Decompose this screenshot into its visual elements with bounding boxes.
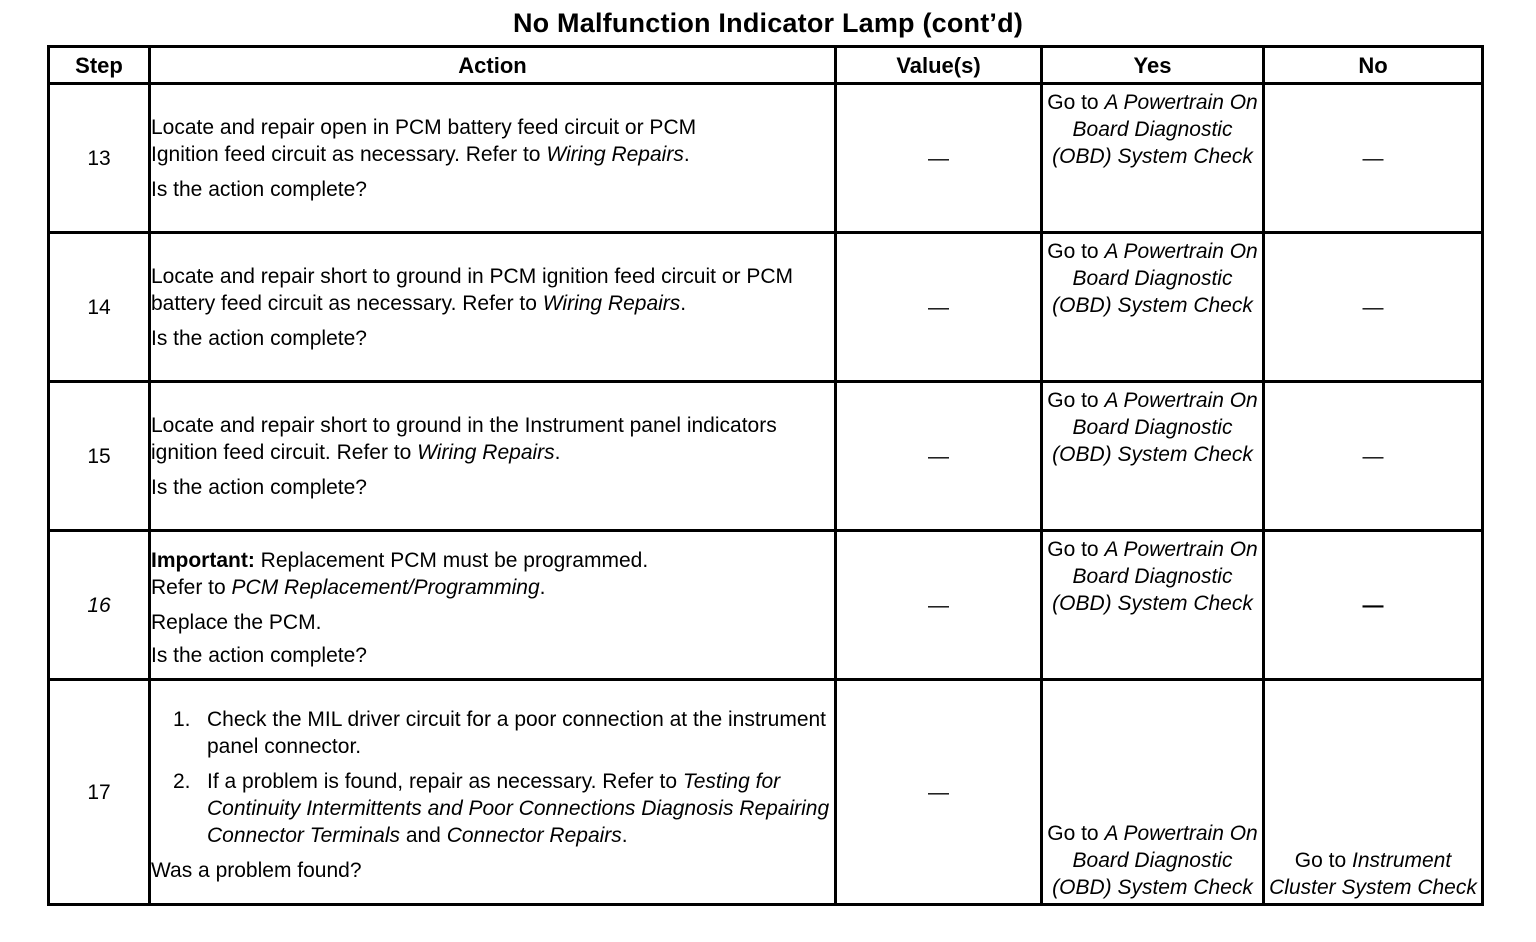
continuity-testing-link[interactable]: Testing for Continuity Intermittents and Poor Connections Diagnosis Repairing Connector Terminals: [207, 770, 830, 847]
header-action: Action: [150, 47, 836, 84]
table-row: [49, 531, 1483, 680]
step-number: 14: [49, 233, 150, 382]
step-number: 13: [49, 84, 150, 233]
action-text: Replace the PCM.: [151, 611, 322, 634]
wiring-repairs-link[interactable]: Wiring Repairs: [542, 291, 681, 315]
page-title: No Malfunction Indicator Lamp (cont’d): [512, 8, 1024, 38]
obd-system-check-link[interactable]: A Powertrain On Board Diagnostic (OBD) System Check: [1052, 91, 1258, 168]
action-cell: Locate and repair open in PCM battery feed circuit or PCM Ignition feed circuit as necessary. Refer to Wiring Repairs. Is the action complete?: [150, 84, 836, 233]
header-no: No: [1264, 47, 1483, 84]
step-number: 16: [49, 531, 150, 680]
action-question: Is the action complete?: [151, 177, 367, 201]
table-header-row: [49, 47, 1483, 84]
connector-repairs-link[interactable]: Connector Repairs: [446, 824, 622, 847]
diagnostic-table: [47, 45, 1484, 906]
header-step: Step: [49, 47, 150, 84]
action-steps-list: [151, 706, 834, 849]
value-cell: —: [836, 233, 1042, 382]
step-number: 15: [49, 382, 150, 531]
action-cell: Important: Replacement PCM must be programmed. Refer to PCM Replacement/Programming. Replace the PCM. Is the action complete?: [150, 531, 836, 680]
obd-system-check-link[interactable]: A Powertrain On Board Diagnostic (OBD) System Check: [1052, 822, 1258, 899]
table-row: [49, 382, 1483, 531]
action-text: Locate and repair open in PCM battery feed circuit or PCM: [151, 115, 697, 139]
action-text: Locate and repair short to ground in PCM ignition feed circuit or PCM battery feed circuit as necessary. Refer to: [151, 264, 793, 315]
value-cell: —: [836, 680, 1042, 905]
step-number: 17: [49, 680, 150, 905]
important-text: Replacement PCM must be programmed.: [254, 549, 649, 572]
no-cell: —: [1264, 382, 1483, 531]
list-item: 1. Check the MIL driver circuit for a poor connection at the instrument panel connector.: [173, 708, 827, 758]
action-question: Was a problem found?: [151, 859, 362, 882]
action-text: Locate and repair short to ground in the Instrument panel indicators ignition feed circuit. Refer to: [151, 413, 777, 464]
yes-cell: Go to A Powertrain On Board Diagnostic (OBD) System Check: [1042, 680, 1264, 905]
instrument-cluster-check-link[interactable]: Instrument Cluster System Check: [1269, 849, 1477, 899]
action-question: Is the action complete?: [151, 326, 367, 350]
table-row: [49, 680, 1483, 905]
value-cell: —: [836, 382, 1042, 531]
yes-cell: Go to A Powertrain On Board Diagnostic (OBD) System Check: [1042, 233, 1264, 382]
table-row: [49, 84, 1483, 233]
obd-system-check-link[interactable]: A Powertrain On Board Diagnostic (OBD) System Check: [1052, 240, 1258, 317]
important-label: Important:: [151, 549, 255, 572]
header-yes: Yes: [1042, 47, 1264, 84]
action-question: Is the action complete?: [151, 475, 367, 499]
yes-cell: Go to A Powertrain On Board Diagnostic (OBD) System Check: [1042, 531, 1264, 680]
pcm-replacement-link[interactable]: PCM Replacement/Programming: [231, 576, 540, 599]
action-question: Is the action complete?: [151, 644, 367, 667]
yes-cell: Go to A Powertrain On Board Diagnostic (OBD) System Check: [1042, 84, 1264, 233]
table-row: [49, 233, 1483, 382]
action-cell: Locate and repair short to ground in PCM ignition feed circuit or PCM battery feed circuit as necessary. Refer to Wiring Repairs. Is the action complete?: [150, 233, 836, 382]
obd-system-check-link[interactable]: A Powertrain On Board Diagnostic (OBD) System Check: [1052, 538, 1258, 615]
no-cell: Go to Instrument Cluster System Check: [1264, 680, 1483, 905]
no-cell: —: [1264, 531, 1483, 680]
list-item: 2. If a problem is found, repair as necessary. Refer to Testing for Continuity Intermittents and Poor Connections Diagnosis Repairing Connector Terminals and Connector Repairs.: [173, 770, 830, 847]
wiring-repairs-link[interactable]: Wiring Repairs: [417, 440, 555, 464]
no-cell: —: [1264, 84, 1483, 233]
yes-cell: Go to A Powertrain On Board Diagnostic (OBD) System Check: [1042, 382, 1264, 531]
header-values: Value(s): [836, 47, 1042, 84]
value-cell: —: [836, 531, 1042, 680]
action-cell: [150, 680, 836, 905]
value-cell: —: [836, 84, 1042, 233]
action-text: Ignition feed circuit as necessary. Refer to: [151, 142, 547, 166]
obd-system-check-link[interactable]: A Powertrain On Board Diagnostic (OBD) System Check: [1052, 389, 1258, 466]
no-cell: —: [1264, 233, 1483, 382]
wiring-repairs-link[interactable]: Wiring Repairs: [546, 142, 684, 166]
action-cell: Locate and repair short to ground in the Instrument panel indicators ignition feed circuit. Refer to Wiring Repairs. Is the action complete?: [150, 382, 836, 531]
